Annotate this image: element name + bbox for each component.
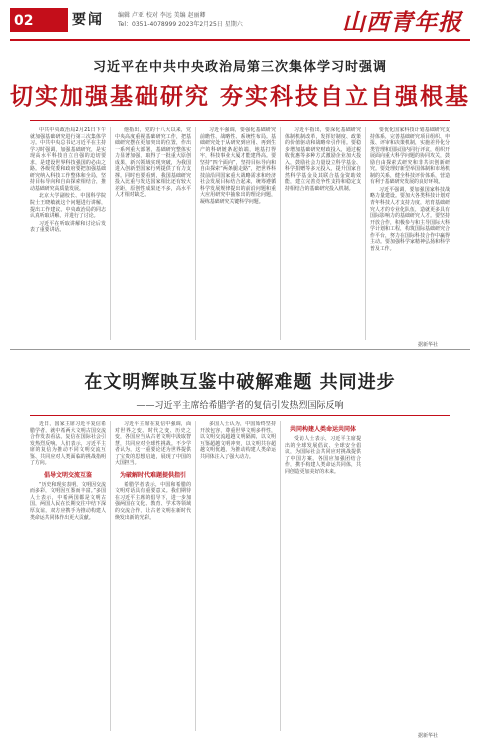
- column-divider: [365, 127, 366, 340]
- paragraph: 要优化国家科技计划基础研究支持体系，完善基础研究项目组织、申报、评审和决策机制，实施差异化分类管理和国际国内同行评议，组织开展面向重大科学问题的协同攻关，鼓励自由探索式研究和非共识创新研究。要处理好新型举国体制和市场机制的关系，健全科技评价体系，营造有利于基础研究发展的良好环境。: [370, 127, 450, 186]
- column-divider: [280, 127, 281, 340]
- article1-byline: 据新华社: [418, 342, 439, 348]
- paragraph: “历史和现实表明，文明因交流而多彩，文明因互鉴而丰富。”多国人士表示，中希两国都是文明古国，两国人民在长期交往中结下深厚友谊，双方应携手为推动构建人类命运共同体作出更大贡献。: [30, 481, 106, 521]
- paragraph: 希腊学者表示，中国和希腊的文明对话具有重要意义。我们期待在习近平主席的倡导下，进一步加强两国在文化、教育、学术等领域的交流合作，让古老文明在新时代焕发出新的光彩。: [115, 481, 191, 521]
- paragraph: 受访人士表示，习近平主席提出的全球发展倡议、全球安全倡议，为国际社会共同应对挑战提供了中国方案。各国应加强团结合作，携手构建人类命运共同体，共同创造更加美好的未来。: [285, 436, 361, 475]
- article2-headline: 在文明辉映互鉴中破解难题 共同进步: [84, 372, 396, 393]
- article2-rule: [30, 415, 450, 416]
- column-divider: [195, 421, 196, 731]
- article2-subtitle-1: 倡导文明交流互鉴: [43, 471, 92, 479]
- paragraph: 习近平主席在复信中强调，面对世界之变、时代之变、历史之变，各国应当从古老文明中汲取智慧，共同应对全球性挑战。不少学者认为，这一重要论述为世界提供了宝贵的思想启迪，展现了中国的大国担当。: [115, 421, 191, 467]
- article-separator: [10, 349, 470, 350]
- paragraph: 习近平强调，要加强国家科技战略力量建设。要加大各类科技计划对青年科技人才支持力度，培育基础研究人才的专业化队伍，造就更多具有国际影响力的基础研究人才。要坚持开放合作，积极参与和主导国际大科学计划和工程，构筑国际基础研究合作平台，努力在国际科技合作中赢得主动。要加强科学家精神弘扬和科学普及工作。: [370, 186, 450, 252]
- paragraph: 多国人士认为，中国始终坚持开放包容，尊重世界文明多样性，以文明交流超越文明隔阂，以文明互鉴超越文明冲突，以文明共存超越文明优越，为推动构建人类命运共同体注入了强大动力。: [200, 421, 276, 460]
- article2-column: [285, 421, 361, 731]
- article1-column: [285, 127, 361, 340]
- article1-body: [30, 127, 450, 340]
- article1-rule: [30, 120, 450, 121]
- header-divider: [10, 39, 470, 41]
- article1-column: [370, 127, 450, 340]
- paragraph: 他指出，党的十八大以来，党中央高度重视基础研究工作，把基础研究摆在更加突出的位置，作出一系列重大部署，基础研究整体实力显著加强，取得了一批重大原创成果，新兴领域实现突破，为我国进入创新型国家行列提供了有力支撑。同时也要看到，我国基础研究投入比重与发达国家相比还有较大差距，原创性成果还不多，高水平人才相对缺乏。: [115, 127, 191, 199]
- article1-column: [30, 127, 106, 340]
- article1-headline: 切实加强基础研究 夯实科技自立自强根基: [9, 83, 470, 110]
- page-header: [0, 0, 480, 41]
- contact-date-info: Tel：0351-4078999 2023年2月25日 星期六: [118, 21, 243, 28]
- article1-kicker: 习近平在中共中央政治局第三次集体学习时强调: [92, 60, 387, 75]
- article2-subtitle-3: 共同构建人类命运共同体: [289, 426, 356, 433]
- column-divider: [110, 421, 111, 731]
- column-divider: [195, 127, 196, 340]
- article2-body: [30, 421, 450, 731]
- paragraph: 中共中央政治局2月21日下午就加强基础研究进行第三次集体学习。中共中央总书记习近平在主持学习时强调，加强基础研究，是实现高水平科技自立自强的迫切要求，是建设世界科技强国的必由之路。各级党委和政府要把加强基础研究纳入科技工作整体和全局，坚持目标导向和自由探索相结合，推动基础研究高质量发展。: [30, 127, 106, 192]
- newspaper-logo: 山西青年报: [342, 9, 462, 36]
- article1-column: [115, 127, 191, 340]
- article2-byline: 据新华社: [418, 733, 439, 739]
- section-title: 要闻: [72, 12, 104, 28]
- article1-column: [200, 127, 276, 340]
- paragraph: 近日，国家主席习近平复信希腊学者，就中希两大文明古国交流合作发表看法。复信在国际社会引发热烈反响。人们表示，习近平主席的复信为推动不同文明交流互鉴、共同应对人类面临的挑战指明了方向。: [30, 421, 106, 467]
- article2-column: [30, 421, 106, 731]
- page-number: 02: [10, 8, 68, 32]
- editor-info: 编辑 卢亚 校对 李远 美编 赵丽卿: [118, 12, 206, 19]
- column-divider: [280, 421, 281, 731]
- article2-subheadline: ——习近平主席给希腊学者的复信引发热烈国际反响: [136, 401, 344, 411]
- column-divider: [110, 127, 111, 340]
- paragraph: 习近平指出，要深化基础研究体制机制改革，发挥好制度、政策的价值驱动和战略牵引作用。要稳步增加基础研究财政投入，通过税收优惠等多种方式激励企业加大投入，鼓励社会力量设立科学基金、科学捐赠等多元投入，提升国家自然科学基金及其联合基金资助效能，建立完善竞争性支持和稳定支持相结合的基础研究投入机制。: [285, 127, 361, 192]
- article2-subtitle-2: 为破解时代难题提供指引: [119, 471, 186, 479]
- article2-column: [115, 421, 191, 731]
- paragraph: 北京大学副校长、中国科学院院士王晓敏就这个问题进行讲解，提出工作建议。中央政治局的同志认真听取讲解，并进行了讨论。: [30, 193, 106, 220]
- article2-column: [200, 421, 276, 731]
- paragraph: 习近平强调，要强化基础研究前瞻性、战略性、系统性布局。基础研究处于从研究到应用、再到生产的科研链条起始端，地基打得牢，科技事业大厦才能建得高。要坚持“四个面向”，坚持目标导向和自由探索“两条腿走路”，把世界科技前沿同国家重大战略需求和经济社会发展目标结合起来，统筹遵循科学发展规律提出的前沿问题和重大应用研究中抽象出的理论问题，凝练基础研究关键科学问题。: [200, 127, 276, 206]
- paragraph: 习近平在听取讲解和讨论后发表了重要讲话。: [30, 220, 106, 234]
